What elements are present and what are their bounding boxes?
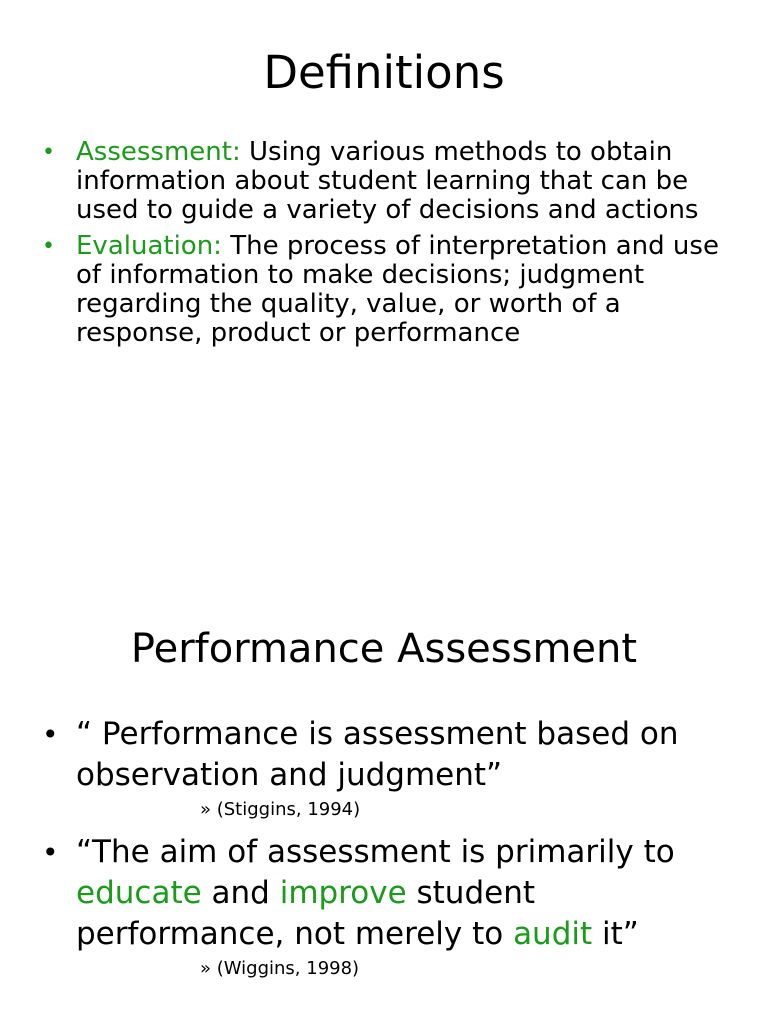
definition-text: Using various methods to obtain information about student learning that can be used to guide a variety of decisions and actions	[76, 137, 699, 225]
definition-term: Evaluation:	[76, 231, 222, 261]
highlight-improve: improve	[279, 875, 407, 911]
bullet-icon: •	[42, 140, 55, 165]
quote-item-stiggins	[0, 714, 740, 796]
slide-title: Definitions	[263, 46, 505, 99]
quote-text-part: it”	[592, 916, 639, 952]
bullet-icon: •	[42, 718, 59, 751]
definition-item-assessment	[0, 138, 740, 225]
quote-text: “ Performance is assessment based on observation and judgment”	[76, 716, 679, 793]
slide-title: Performance Assessment	[130, 626, 638, 672]
quote-item-wiggins	[0, 832, 740, 955]
highlight-audit: audit	[513, 916, 593, 952]
quote-text-part: and	[201, 875, 280, 911]
definition-list	[0, 138, 740, 355]
definition-term: Assessment:	[76, 137, 241, 167]
bullet-icon: •	[42, 836, 59, 869]
definition-text: The process of interpretation and use of information to make decisions; judgment regarding the quality, value, or worth of a response, product or performance	[76, 231, 719, 348]
bullet-icon: •	[42, 234, 55, 259]
quote-text-part: “The aim of assessment is primarily to	[76, 834, 675, 870]
quote-text-part: student performance, not merely to	[76, 875, 535, 952]
definition-item-evaluation	[0, 232, 740, 348]
highlight-educate: educate	[76, 875, 202, 911]
slide-performance-assessment	[0, 600, 768, 1024]
citation-stiggins: » (Stiggins, 1994)	[200, 799, 361, 820]
citation-wiggins: » (Wiggins, 1998)	[200, 958, 360, 979]
quote-list	[0, 714, 740, 991]
